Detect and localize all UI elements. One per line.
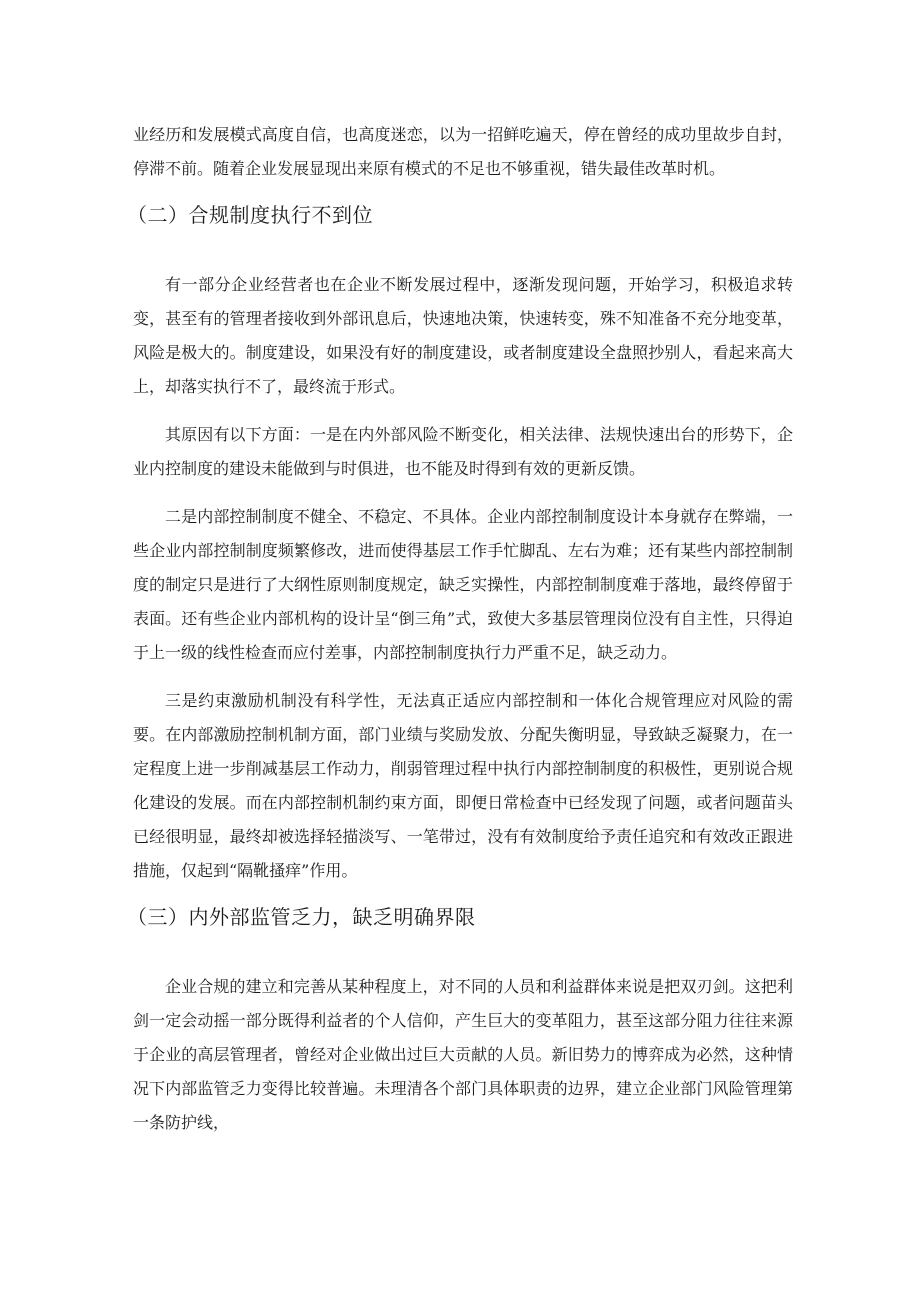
paragraph: 二是内部控制制度不健全、不稳定、不具体。企业内部控制制度设计本身就存在弊端，一些企业内部控制制度频繁修改，进而使得基层工作手忙脚乱、左右为难；还有某些内部控制制度的制定只是进行了大纲性原则制度规定，缺乏实操性，内部控制制度难于落地，最终停留于表面。还有些企业内部机构的设计呈“倒三角”式，致使大多基层管理岗位没有自主性，只得迫于上一级的线性检查而应付差事，内部控制制度执行力严重不足，缺乏动力。 (133, 507, 793, 662)
paragraph: 有一部分企业经营者也在企业不断发展过程中，逐渐发现问题，开始学习，积极追求转变，甚至有的管理者接收到外部讯息后，快速地决策，快速转变，殊不知准备不充分地变革，风险是极大的。制度建设，如果没有好的制度建设，或者制度建设全盘照抄别人，看起来高大上，却落实执行不了，最终流于形式。 (133, 275, 793, 396)
section-heading-2: （二）合规制度执行不到位 (127, 203, 373, 227)
paragraph: 三是约束激励机制没有科学性，无法真正适应内部控制和一体化合规管理应对风险的需要。在内部激励控制机制方面，部门业绩与奖励发放、分配失衡明显，导致缺乏凝聚力，在一定程度上进一步削减基层工作动力，削弱管理过程中执行内部控制制度的积极性，更别说合规化建设的发展。而在内部控制机制约束方面，即便日常检查中已经发现了问题，或者问题苗头已经很明显，最终却被选择轻描淡写、一笔带过，没有有效制度给予责任追究和有效改正跟进措施，仅起到“隔靴搔痒”作用。 (133, 691, 793, 880)
section-heading-3: （三）内外部监管乏力，缺乏明确界限 (127, 905, 476, 929)
paragraph-continuation: 业经历和发展模式高度自信，也高度迷恋，以为一招鲜吃遍天，停在曾经的成功里故步自封，停滞不前。随着企业发展显现出来原有模式的不足也不够重视，错失最佳改革时机。 (133, 125, 793, 178)
document-body (127, 118, 793, 1154)
paragraph: 企业合规的建立和完善从某种程度上，对不同的人员和利益群体来说是把双刃剑。这把利剑一定会动摇一部分既得利益者的个人信仰，产生巨大的变革阻力，甚至这部分阻力往往来源于企业的高层管理者，曾经对企业做出过巨大贡献的人员。新旧势力的博弈成为必然，这种情况下内部监管乏力变得比较普遍。未理清各个部门具体职责的边界，建立企业部门风险管理第一条防护线， (133, 977, 793, 1132)
paragraph: 其原因有以下方面：一是在内外部风险不断变化，相关法律、法规快速出台的形势下，企业内控制度的建设未能做到与时俱进，也不能及时得到有效的更新反馈。 (133, 425, 793, 478)
